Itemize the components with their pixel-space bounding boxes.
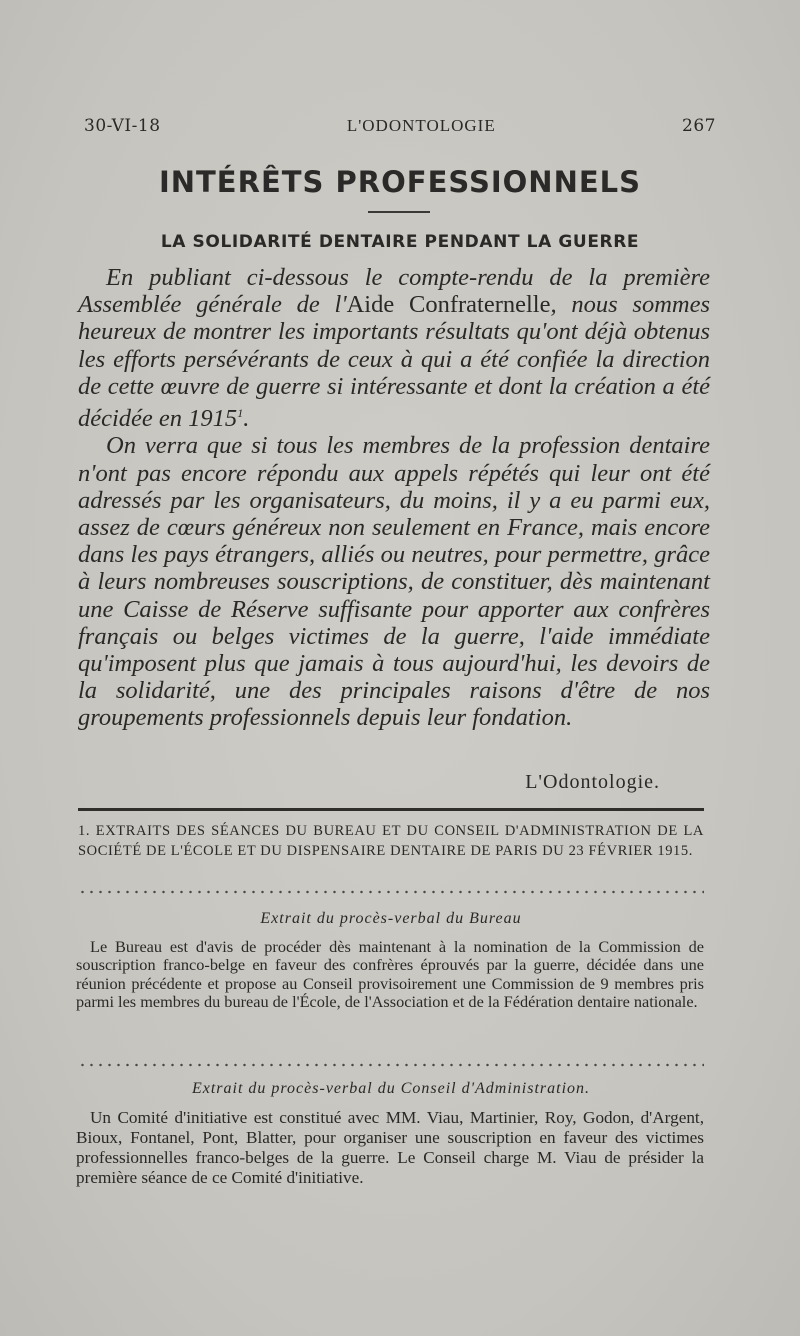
running-header: [84, 116, 716, 136]
article-title: LA SOLIDARITÉ DENTAIRE PENDANT LA GUERRE: [160, 232, 640, 252]
editorial-intro: [78, 264, 710, 732]
intro-paragraph-2: On verra que si tous les membres de la profession dentaire n'ont pas encore répondu aux appels répétés qui leur ont été adressés par les organisateurs, du moins, il y a eu parmi eux, assez de cœurs généreux non seulement en France, mais encore dans les pays étrangers, alliés ou neutres, pour permettre, grâce à leurs nombreuses souscriptions, de constituer, dès maintenant une Caisse de Réserve suffisante pour apporter aux confrères français ou belges victimes de la guerre, l'aide immédiate qu'imposent plus que jamais à tous aujourd'hui, les devoirs de la solidarité, une des principales raisons d'être de nos groupements professionnels depuis leur fondation.: [78, 432, 710, 732]
council-minutes-text: Un Comité d'initiative est constitué avec MM. Viau, Martinier, Roy, Godon, d'Argent, Bioux, Fontanel, Pont, Blatter, pour organiser une souscription en faveur des victimes professionnelles franco-belges de la guerre. Le Conseil charge M. Viau de présider la première séance de ce Comité d'initiative.: [76, 1108, 704, 1187]
dotted-separator: [78, 1062, 704, 1068]
header-journal-title: L'ODONTOLOGIE: [346, 116, 496, 135]
bureau-minutes: [76, 938, 704, 1011]
intro-period: .: [243, 405, 250, 433]
intro-text-end: , nous sommes heureux de montrer les importants résultats qu'ont déjà obtenus les efforts persévérants de ceux à qui a été confiée la direction de cette œuvre de guerre si intéressante et dont la création a été décidée en 1915: [78, 291, 710, 433]
bureau-minutes-text: Le Bureau est d'avis de procéder dès maintenant à la nomination de la Commission de souscription franco-belge en faveur des confrères éprouvés par la guerre, décidée dans une réunion précédente et propose au Conseil provisoirement une Commission de 9 membres pris parmi les membres du bureau de l'École, de l'Association et de la Fédération dentaire nationale.: [76, 937, 704, 1011]
title-rule: [368, 211, 430, 213]
section-heading-bureau: Extrait du procès-verbal du Bureau: [260, 910, 522, 927]
council-minutes: [76, 1108, 704, 1188]
footnote: 1. EXTRAITS DES SÉANCES DU BUREAU ET DU CONSEIL D'ADMINISTRATION DE LA SOCIÉTÉ DE L'ÉCOLE ET DU DISPENSAIRE DENTAIRE DE PARIS DU 23 FÉVRIER 1915.: [78, 823, 704, 859]
dotted-separator: [78, 889, 704, 895]
intro-text-start: En publiant ci-dessous le compte-rendu de la première Assemblée générale de l': [78, 264, 710, 319]
section-title: INTÉRÊTS PROFESSIONNELS: [158, 165, 642, 199]
section-heading-council: Extrait du procès-verbal du Conseil d'Administration.: [191, 1080, 591, 1097]
intro-org-name: Aide Confraternelle: [346, 291, 551, 319]
page-number: 267: [682, 116, 716, 136]
signature: L'Odontologie.: [525, 771, 660, 793]
header-date: 30-VI-18: [84, 116, 161, 136]
footnote-marker: 1: [237, 406, 244, 421]
footnote-rule: [78, 808, 704, 811]
intro-paragraph-1: [78, 264, 710, 432]
